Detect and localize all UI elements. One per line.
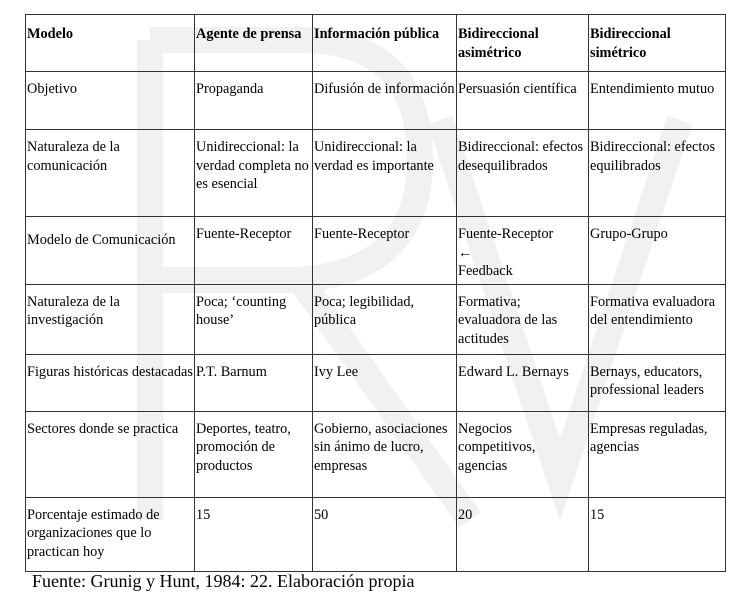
- table-cell: Formativa evaluadora del entendimiento: [589, 284, 726, 354]
- table-row-objetivo: [26, 72, 726, 130]
- header-cell-informacion-publica: Información pública: [313, 15, 457, 72]
- table-row-modelo-comunicacion: [26, 217, 726, 285]
- header-cell-agente-de-prensa: Agente de prensa: [195, 15, 313, 72]
- table-cell: 15: [589, 497, 726, 571]
- header-cell-bidireccional-asimetrico: Bidireccional asimétrico: [457, 15, 589, 72]
- table-cell: Fuente-Receptor: [313, 217, 457, 285]
- table-cell: Fuente-Receptor: [195, 217, 313, 285]
- table-cell: Unidireccional: la verdad es importante: [313, 130, 457, 217]
- table-row-figuras-historicas: [26, 354, 726, 411]
- row-label: Sectores donde se practica: [26, 411, 195, 497]
- table-row-naturaleza-investigacion: [26, 284, 726, 354]
- table-cell: Poca; ‘counting house’: [195, 284, 313, 354]
- cell-text: Fuente-Receptor: [458, 226, 554, 242]
- table-cell: 50: [313, 497, 457, 571]
- source-caption: Fuente: Grunig y Hunt, 1984: 22. Elaboración propia: [32, 571, 415, 591]
- table-cell: 15: [195, 497, 313, 571]
- row-label: Naturaleza de la investigación: [26, 284, 195, 354]
- table-row-sectores: [26, 411, 726, 497]
- feedback-label: Feedback: [458, 263, 513, 279]
- table-cell: 20: [457, 497, 589, 571]
- table-row-porcentaje: [26, 497, 726, 571]
- table-cell: Unidireccional: la verdad completa no es esencial: [195, 130, 313, 217]
- table-cell: Formativa; evaluadora de las actitudes: [457, 284, 589, 354]
- row-label: Figuras históricas destacadas: [26, 354, 195, 411]
- table-cell: Bernays, educators, professional leaders: [589, 354, 726, 411]
- row-label: Objetivo: [26, 72, 195, 130]
- table-cell: Poca; legibilidad, pública: [313, 284, 457, 354]
- table-cell: Difusión de información: [313, 72, 457, 130]
- table-cell: Empresas reguladas, agencias: [589, 411, 726, 497]
- table-header-row: [26, 15, 726, 72]
- models-table: [25, 14, 726, 572]
- table-cell-feedback: [457, 217, 589, 285]
- header-cell-modelo: Modelo: [26, 15, 195, 72]
- table-cell: Edward L. Bernays: [457, 354, 589, 411]
- table-cell: P.T. Barnum: [195, 354, 313, 411]
- table-cell: Gobierno, asociaciones sin ánimo de lucro, empresas: [313, 411, 457, 497]
- row-label: Naturaleza de la comunicación: [26, 130, 195, 217]
- header-cell-bidireccional-simetrico: Bidireccional simétrico: [589, 15, 726, 72]
- table-cell: Persuasión científica: [457, 72, 589, 130]
- table-cell: Bidireccional: efectos desequilibrados: [457, 130, 589, 217]
- table-cell: Ivy Lee: [313, 354, 457, 411]
- table-cell: Bidireccional: efectos equilibrados: [589, 130, 726, 217]
- table-cell: Propaganda: [195, 72, 313, 130]
- row-label: Porcentaje estimado de organizaciones que lo practican hoy: [26, 497, 195, 571]
- table-cell: Grupo-Grupo: [589, 217, 726, 285]
- table-cell: Entendimiento mutuo: [589, 72, 726, 130]
- row-label: Modelo de Comunicación: [26, 217, 195, 285]
- table-cell: Deportes, teatro, promoción de productos: [195, 411, 313, 497]
- table-row-naturaleza-comunicacion: [26, 130, 726, 217]
- left-arrow-icon: ←: [458, 244, 473, 261]
- table-cell: Negocios competitivos, agencias: [457, 411, 589, 497]
